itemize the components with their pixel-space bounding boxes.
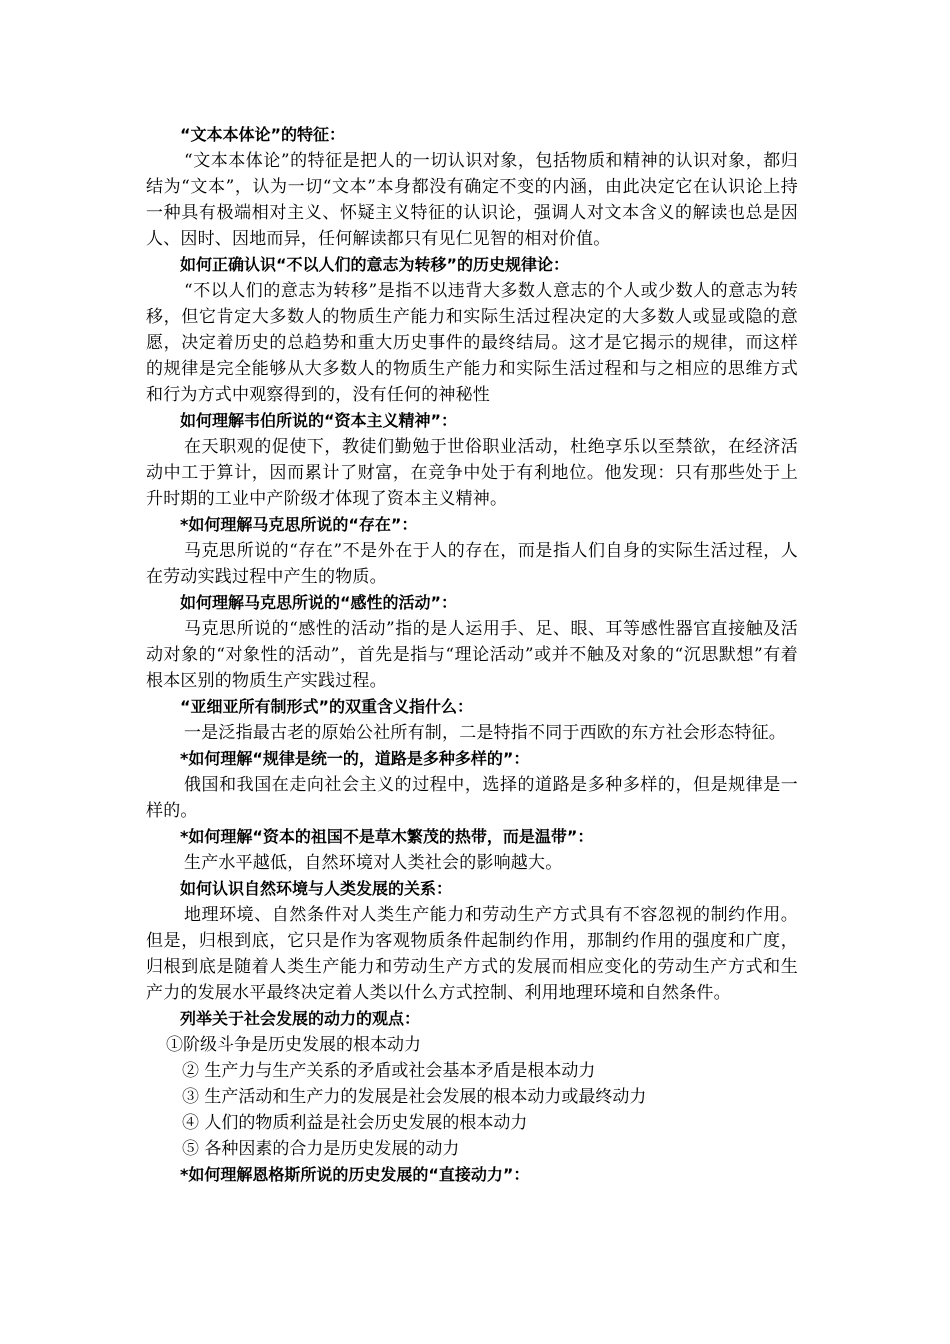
section-heading: 如何理解马克思所说的“感性的活动”：: [180, 593, 458, 612]
section-heading: “亚细亚所有制形式”的双重含义指什么：: [180, 697, 474, 716]
section-paragraph: 生产水平越低，自然环境对人类社会的影响越大。: [184, 853, 563, 873]
list-item: ② 生产力与生产关系的矛盾或社会基本矛盾是根本动力: [182, 1061, 596, 1081]
section-paragraph: 俄国和我国在走向社会主义的过程中，选择的道路是多种多样的，但是规律是一样的。: [146, 775, 798, 821]
section-paragraph: “文本本体论”的特征是把人的一切认识对象，包括物质和精神的认识对象，都归结为“文本”，认为一切“文本”本身都没有确定不变的内涵，由此决定它在认识论上持一种具有极端相对主义、怀疑主义特征的认识论，强调人对文本含义的解读也总是因人、因时、因地而异，任何解读都只有见仁见智的相对价值。: [146, 151, 798, 249]
section-heading: *如何理解恩格斯所说的历史发展的“直接动力”：: [180, 1165, 530, 1184]
list-item: ⑤ 各种因素的合力是历史发展的动力: [182, 1139, 460, 1159]
section-heading: *如何理解马克思所说的“存在”：: [180, 515, 418, 534]
section-heading: *如何理解“资本的祖国不是草木繁茂的热带，而是温带”：: [180, 827, 594, 846]
section-heading: 如何正确认识“不以人们的意志为转移”的历史规律论：: [180, 255, 570, 274]
section-heading: 如何认识自然环境与人类发展的关系：: [180, 879, 453, 898]
document-body: [146, 122, 798, 1188]
section-paragraph: 马克思所说的“感性的活动”指的是人运用手、足、眼、耳等感性器官直接触及活动对象的“对象性的活动”，首先是指与“理论活动”或并不触及对象的“沉思默想”有着根本区别的物质生产实践过程。: [146, 619, 798, 691]
section-paragraph: 一是泛指最古老的原始公社所有制，二是特指不同于西欧的东方社会形态特征。: [184, 723, 786, 743]
list-item: ④ 人们的物质利益是社会历史发展的根本动力: [182, 1113, 528, 1133]
section-heading: 如何理解韦伯所说的“资本主义精神”：: [180, 411, 458, 430]
section-paragraph: 在天职观的促使下，教徒们勤勉于世俗职业活动，杜绝享乐以至禁欲，在经济活动中工于算计，因而累计了财富，在竞争中处于有利地位。他发现：只有那些处于上升时期的工业中产阶级才体现了资本主义精神。: [146, 437, 798, 509]
section-heading: *如何理解“规律是统一的，道路是多种多样的”：: [180, 749, 530, 768]
list-item: ③ 生产活动和生产力的发展是社会发展的根本动力或最终动力: [182, 1087, 647, 1107]
section-paragraph: 地理环境、自然条件对人类生产能力和劳动生产方式具有不容忽视的制约作用。但是，归根到底，它只是作为客观物质条件起制约作用，那制约作用的强度和广度，归根到底是随着人类生产能力和劳动生产方式的发展而相应变化的劳动生产方式和生产力的发展水平最终决定着人类以什么方式控制、利用地理环境和自然条件。: [146, 905, 798, 1003]
list-item: ①阶级斗争是历史发展的根本动力: [166, 1035, 421, 1055]
section-paragraph: 马克思所说的“存在”不是外在于人的存在，而是指人们自身的实际生活过程，人在劳动实践过程中产生的物质。: [146, 541, 798, 587]
section-heading: “文本本体论”的特征：: [180, 125, 346, 144]
list-heading: 列举关于社会发展的动力的观点：: [180, 1009, 421, 1028]
section-paragraph: “不以人们的意志为转移”是指不以违背大多数人意志的个人或少数人的意志为转移，但它肯定大多数人的物质生产能力和实际生活过程决定的大多数人或显或隐的意愿，决定着历史的总趋势和重大历史事件的最终结局。这才是它揭示的规律，而这样的规律是完全能够从大多数人的物质生产能力和实际生活过程和与之相应的思维方式和行为方式中观察得到的，没有任何的神秘性: [146, 281, 798, 405]
